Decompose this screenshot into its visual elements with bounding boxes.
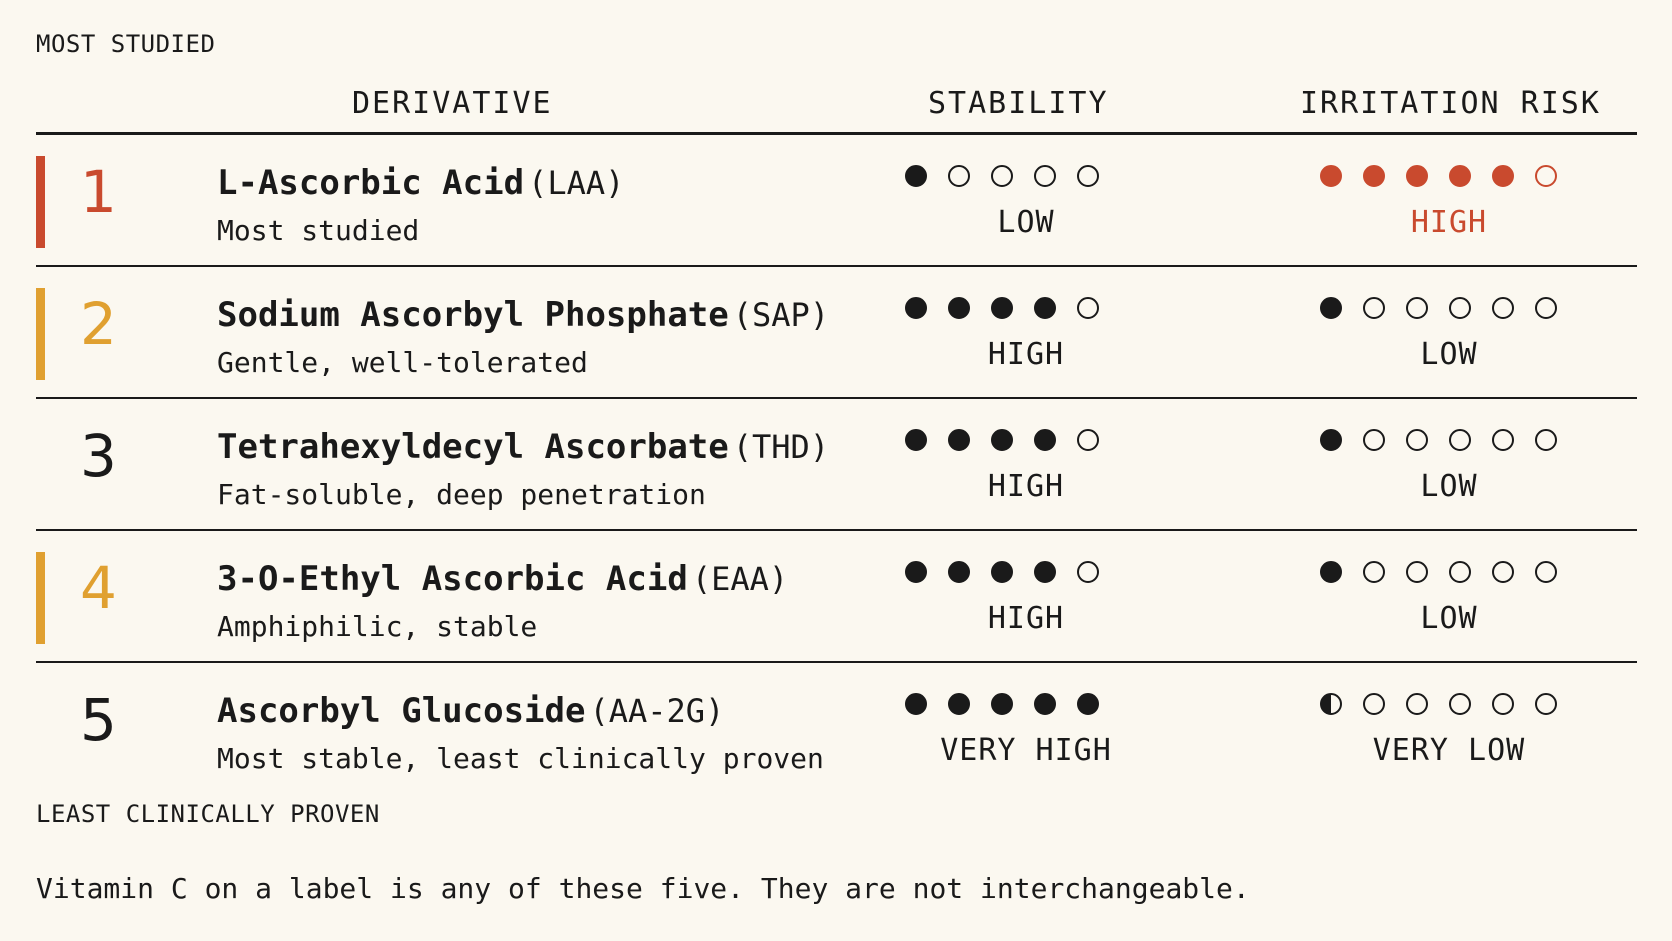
filled-circle-icon (1363, 165, 1385, 187)
rank-number: 5 (80, 686, 117, 754)
filled-circle-icon (1492, 165, 1514, 187)
empty-circle-icon (1034, 165, 1056, 187)
derivative-name: 3-O-Ethyl Ascorbic Acid (217, 559, 688, 599)
rank-number: 4 (80, 554, 117, 622)
header-derivative: DERIVATIVE (352, 86, 553, 121)
empty-circle-icon (1449, 561, 1471, 583)
empty-circle-icon (1535, 297, 1557, 319)
empty-circle-icon (1077, 165, 1099, 187)
stability-dot-rating (905, 561, 1099, 583)
filled-circle-icon (1406, 165, 1428, 187)
derivative-description: Gentle, well-tolerated (217, 346, 588, 379)
derivative-abbreviation: (SAP) (732, 296, 830, 334)
stability-level-label: HIGH (987, 337, 1065, 372)
stability-dot-rating (905, 165, 1099, 187)
filled-circle-icon (1034, 429, 1056, 451)
filled-circle-icon (1320, 429, 1342, 451)
half-circle-icon (1320, 693, 1342, 715)
derivative-name-line (217, 427, 829, 467)
empty-circle-icon (1406, 297, 1428, 319)
irritation-level-label: VERY LOW (1372, 733, 1526, 768)
stability-level-label: HIGH (987, 601, 1065, 636)
empty-circle-icon (1535, 561, 1557, 583)
derivative-name-line (217, 691, 724, 731)
empty-circle-icon (1449, 297, 1471, 319)
irritation-dot-rating (1320, 165, 1557, 187)
empty-circle-icon (1406, 693, 1428, 715)
derivative-name: Tetrahexyldecyl Ascorbate (217, 427, 729, 467)
empty-circle-icon (1492, 561, 1514, 583)
empty-circle-icon (1535, 429, 1557, 451)
table-row (36, 663, 1637, 788)
rank-number: 1 (80, 158, 117, 226)
table-row (36, 135, 1637, 267)
footnote: Vitamin C on a label is any of these five. They are not interchangeable. (36, 872, 1250, 905)
empty-circle-icon (1492, 693, 1514, 715)
derivative-name: Sodium Ascorbyl Phosphate (217, 295, 729, 335)
filled-circle-icon (1320, 561, 1342, 583)
table-row (36, 531, 1637, 663)
filled-circle-icon (1034, 693, 1056, 715)
derivative-description: Fat-soluble, deep penetration (217, 478, 706, 511)
filled-circle-icon (991, 561, 1013, 583)
filled-circle-icon (905, 693, 927, 715)
derivative-abbreviation: (THD) (732, 428, 830, 466)
empty-circle-icon (1406, 561, 1428, 583)
empty-circle-icon (1492, 429, 1514, 451)
derivative-abbreviation: (AA-2G) (589, 692, 725, 730)
table-body (36, 135, 1637, 788)
empty-circle-icon (1363, 693, 1385, 715)
derivative-description: Most studied (217, 214, 420, 247)
stability-dot-rating (905, 429, 1099, 451)
stability-level-label: VERY HIGH (940, 733, 1112, 768)
filled-circle-icon (948, 429, 970, 451)
stability-dot-rating (905, 297, 1099, 319)
irritation-level-label: LOW (1420, 601, 1478, 636)
filled-circle-icon (905, 297, 927, 319)
filled-circle-icon (1320, 297, 1342, 319)
table-header (36, 80, 1637, 135)
top-label: MOST STUDIED (36, 30, 216, 58)
filled-circle-icon (948, 297, 970, 319)
accent-bar (36, 288, 45, 380)
rank-number: 3 (80, 422, 117, 490)
filled-circle-icon (1449, 165, 1471, 187)
table-row (36, 267, 1637, 399)
filled-circle-icon (991, 297, 1013, 319)
empty-circle-icon (1363, 561, 1385, 583)
stability-dot-rating (905, 693, 1099, 715)
header-stability: STABILITY (928, 86, 1109, 121)
empty-circle-icon (1449, 429, 1471, 451)
derivative-description: Amphiphilic, stable (217, 610, 538, 643)
filled-circle-icon (905, 165, 927, 187)
derivatives-table (36, 80, 1637, 788)
stability-level-label: HIGH (987, 469, 1065, 504)
empty-circle-icon (1077, 429, 1099, 451)
irritation-level-label: HIGH (1410, 205, 1488, 240)
derivative-name-line (217, 163, 624, 203)
empty-circle-icon (991, 165, 1013, 187)
irritation-dot-rating (1320, 693, 1557, 715)
table-row (36, 399, 1637, 531)
derivative-abbreviation: (EAA) (691, 560, 789, 598)
filled-circle-icon (948, 561, 970, 583)
empty-circle-icon (1535, 165, 1557, 187)
irritation-level-label: LOW (1420, 337, 1478, 372)
header-irritation-risk: IRRITATION RISK (1300, 86, 1601, 121)
empty-circle-icon (1363, 297, 1385, 319)
derivative-description: Most stable, least clinically proven (217, 742, 824, 775)
derivative-name-line (217, 295, 829, 335)
derivative-name-line (217, 559, 788, 599)
bottom-label: LEAST CLINICALLY PROVEN (36, 800, 380, 828)
filled-circle-icon (905, 429, 927, 451)
filled-circle-icon (991, 429, 1013, 451)
derivative-name: L-Ascorbic Acid (217, 163, 525, 203)
accent-bar (36, 552, 45, 644)
empty-circle-icon (1363, 429, 1385, 451)
filled-circle-icon (1034, 561, 1056, 583)
stability-level-label: LOW (997, 205, 1055, 240)
empty-circle-icon (1492, 297, 1514, 319)
empty-circle-icon (1406, 429, 1428, 451)
filled-circle-icon (1077, 693, 1099, 715)
irritation-dot-rating (1320, 429, 1557, 451)
filled-circle-icon (905, 561, 927, 583)
filled-circle-icon (991, 693, 1013, 715)
accent-bar (36, 156, 45, 248)
derivative-name: Ascorbyl Glucoside (217, 691, 586, 731)
rank-number: 2 (80, 290, 117, 358)
irritation-dot-rating (1320, 297, 1557, 319)
filled-circle-icon (1034, 297, 1056, 319)
filled-circle-icon (1320, 165, 1342, 187)
empty-circle-icon (948, 165, 970, 187)
empty-circle-icon (1535, 693, 1557, 715)
filled-circle-icon (948, 693, 970, 715)
derivative-abbreviation: (LAA) (528, 164, 625, 202)
irritation-dot-rating (1320, 561, 1557, 583)
empty-circle-icon (1077, 561, 1099, 583)
empty-circle-icon (1077, 297, 1099, 319)
irritation-level-label: LOW (1420, 469, 1478, 504)
empty-circle-icon (1449, 693, 1471, 715)
